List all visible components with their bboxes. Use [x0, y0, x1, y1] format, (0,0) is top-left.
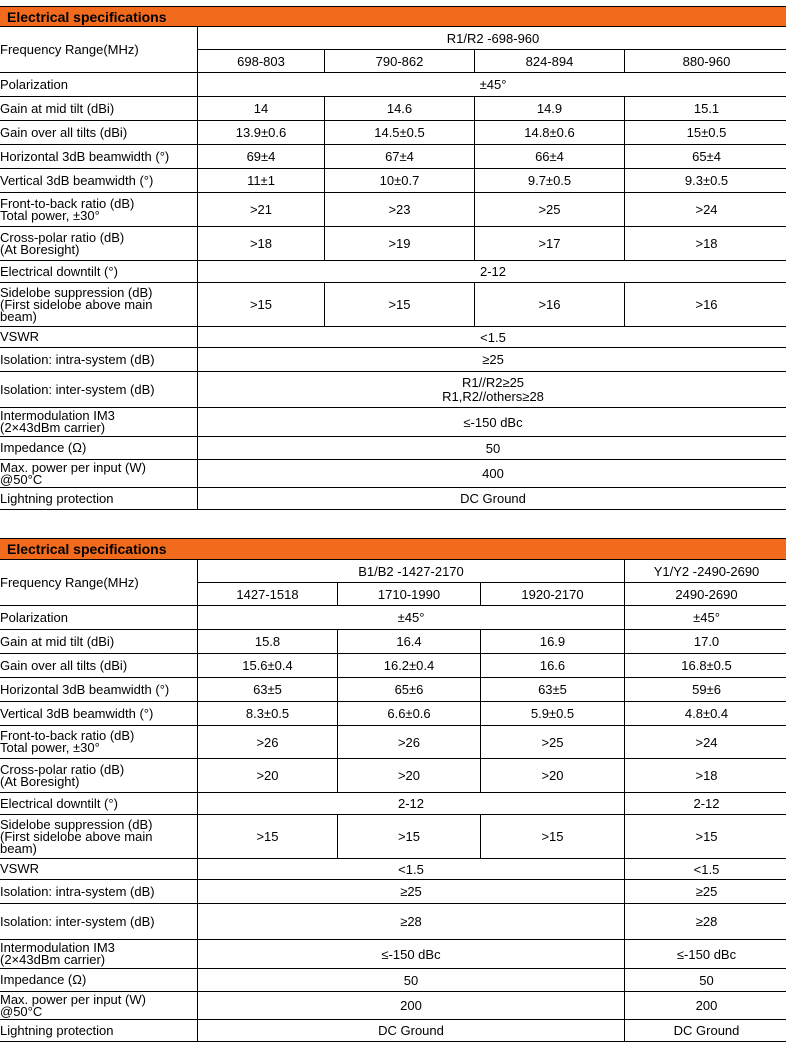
- front-to-back-label-line1: Front-to-back ratio (dB): [0, 195, 135, 211]
- sidelobe-value: >16: [625, 283, 786, 327]
- gain-mid-value: 15.1: [625, 97, 786, 121]
- downtilt-value: 2-12: [198, 261, 786, 283]
- sidelobe-label: [0, 815, 198, 859]
- max-power-label: [0, 992, 198, 1020]
- vbw-label: Vertical 3dB beamwidth (°): [0, 702, 198, 726]
- sidelobe-label: [0, 283, 198, 327]
- vbw-value: 4.8±0.4: [625, 702, 786, 726]
- vbw-value: 8.3±0.5: [198, 702, 338, 726]
- vswr-value: <1.5: [198, 327, 786, 348]
- sidelobe-label-line3: beam): [0, 308, 37, 324]
- cross-polar-value: >18: [625, 227, 786, 261]
- gain-all-value: 14.8±0.6: [475, 121, 625, 145]
- downtilt-value: 2-12: [625, 793, 786, 815]
- vbw-value: 10±0.7: [325, 169, 475, 193]
- gain-mid-value: 14: [198, 97, 325, 121]
- lightning-value: DC Ground: [625, 1020, 786, 1042]
- gain-mid-label: Gain at mid tilt (dBi): [0, 97, 198, 121]
- vswr-value: <1.5: [198, 859, 625, 880]
- cross-polar-value: >20: [198, 759, 338, 793]
- gain-mid-value: 16.9: [481, 630, 625, 654]
- front-to-back-value: >26: [338, 726, 481, 759]
- lightning-label: Lightning protection: [0, 1020, 198, 1042]
- band-label-y: Y1/Y2 -2490-2690: [625, 560, 786, 583]
- front-to-back-label: [0, 193, 198, 227]
- band-label-b: B1/B2 -1427-2170: [198, 560, 625, 583]
- hbw-label: Horizontal 3dB beamwidth (°): [0, 145, 198, 169]
- sidelobe-label-line2: (First sidelobe above main: [0, 828, 153, 844]
- max-power-value: 400: [198, 460, 786, 488]
- spec-table-high-band: [0, 538, 786, 1042]
- hbw-value: 63±5: [198, 678, 338, 702]
- max-power-label-line2: @50°C: [0, 1003, 43, 1019]
- sidelobe-label-line1: Sidelobe suppression (dB): [0, 284, 153, 300]
- sidelobe-value: >16: [475, 283, 625, 327]
- gain-all-value: 16.2±0.4: [338, 654, 481, 678]
- sidelobe-label-line3: beam): [0, 840, 37, 856]
- front-to-back-label-line2: Total power, ±30°: [0, 207, 100, 223]
- band-label: R1/R2 -698-960: [198, 27, 786, 50]
- frequency-range-label: Frequency Range(MHz): [0, 560, 198, 606]
- cross-polar-label-line1: Cross-polar ratio (dB): [0, 761, 125, 777]
- table-title: Electrical specifications: [0, 539, 786, 560]
- front-to-back-label-line1: Front-to-back ratio (dB): [0, 728, 135, 743]
- cross-polar-value: >19: [325, 227, 475, 261]
- max-power-value: 200: [198, 992, 625, 1020]
- isolation-intra-value: ≥25: [198, 348, 786, 372]
- max-power-label: [0, 460, 198, 488]
- gain-mid-value: 15.8: [198, 630, 338, 654]
- impedance-value: 50: [625, 969, 786, 992]
- gain-all-label: Gain over all tilts (dBi): [0, 654, 198, 678]
- gain-mid-value: 17.0: [625, 630, 786, 654]
- vbw-value: 5.9±0.5: [481, 702, 625, 726]
- polarization-label: Polarization: [0, 73, 198, 97]
- downtilt-label: Electrical downtilt (°): [0, 261, 198, 283]
- polarization-value: ±45°: [198, 73, 786, 97]
- sidelobe-value: >15: [481, 815, 625, 859]
- gain-all-value: 15±0.5: [625, 121, 786, 145]
- intermodulation-value: ≤-150 dBc: [198, 408, 786, 437]
- hbw-value: 65±6: [338, 678, 481, 702]
- intermodulation-value: ≤-150 dBc: [198, 940, 625, 969]
- front-to-back-value: >23: [325, 193, 475, 227]
- gain-all-label: Gain over all tilts (dBi): [0, 121, 198, 145]
- front-to-back-label-line2: Total power, ±30°: [0, 740, 100, 755]
- max-power-label-line1: Max. power per input (W): [0, 459, 146, 475]
- front-to-back-value: >26: [198, 726, 338, 759]
- cross-polar-value: >17: [475, 227, 625, 261]
- vbw-value: 9.7±0.5: [475, 169, 625, 193]
- band-cell: 1920-2170: [481, 583, 625, 606]
- gain-all-value: 13.9±0.6: [198, 121, 325, 145]
- cross-polar-label-line1: Cross-polar ratio (dB): [0, 229, 125, 245]
- lightning-value: DC Ground: [198, 488, 786, 510]
- band-cell: 1710-1990: [338, 583, 481, 606]
- band-cell: 880-960: [625, 50, 786, 73]
- polarization-label: Polarization: [0, 606, 198, 630]
- intermodulation-label: [0, 940, 198, 969]
- cross-polar-value: >20: [481, 759, 625, 793]
- front-to-back-label: [0, 726, 198, 759]
- gain-mid-label: Gain at mid tilt (dBi): [0, 630, 198, 654]
- front-to-back-value: >24: [625, 193, 786, 227]
- lightning-value: DC Ground: [198, 1020, 625, 1042]
- vswr-label: VSWR: [0, 859, 198, 880]
- band-cell: 2490-2690: [625, 583, 786, 606]
- cross-polar-label: [0, 227, 198, 261]
- front-to-back-value: >21: [198, 193, 325, 227]
- isolation-intra-value: ≥25: [198, 880, 625, 904]
- gain-mid-value: 16.4: [338, 630, 481, 654]
- impedance-label: Impedance (Ω): [0, 437, 198, 460]
- isolation-inter-line2: R1,R2//others≥28: [442, 388, 544, 404]
- cross-polar-label-line2: (At Boresight): [0, 773, 80, 789]
- polarization-value: ±45°: [198, 606, 625, 630]
- sidelobe-label-line2: (First sidelobe above main: [0, 296, 153, 312]
- hbw-value: 69±4: [198, 145, 325, 169]
- gain-all-value: 14.5±0.5: [325, 121, 475, 145]
- polarization-value: ±45°: [625, 606, 786, 630]
- isolation-intra-value: ≥25: [625, 880, 786, 904]
- intermodulation-label-line2: (2×43dBm carrier): [0, 420, 106, 435]
- vswr-label: VSWR: [0, 327, 198, 348]
- impedance-value: 50: [198, 437, 786, 460]
- table-title: Electrical specifications: [0, 7, 786, 27]
- isolation-inter-value: ≥28: [198, 904, 625, 940]
- downtilt-value: 2-12: [198, 793, 625, 815]
- intermodulation-label-line2: (2×43dBm carrier): [0, 952, 106, 967]
- vbw-label: Vertical 3dB beamwidth (°): [0, 169, 198, 193]
- isolation-intra-label: Isolation: intra-system (dB): [0, 880, 198, 904]
- intermodulation-label-line1: Intermodulation IM3: [0, 408, 115, 423]
- sidelobe-label-line1: Sidelobe suppression (dB): [0, 816, 153, 832]
- sidelobe-value: >15: [198, 283, 325, 327]
- impedance-label: Impedance (Ω): [0, 969, 198, 992]
- vswr-value: <1.5: [625, 859, 786, 880]
- impedance-value: 50: [198, 969, 625, 992]
- cross-polar-value: >18: [198, 227, 325, 261]
- vbw-value: 9.3±0.5: [625, 169, 786, 193]
- hbw-value: 59±6: [625, 678, 786, 702]
- band-cell: 824-894: [475, 50, 625, 73]
- isolation-inter-label: Isolation: inter-system (dB): [0, 372, 198, 408]
- max-power-value: 200: [625, 992, 786, 1020]
- intermodulation-label-line1: Intermodulation IM3: [0, 940, 115, 955]
- downtilt-label: Electrical downtilt (°): [0, 793, 198, 815]
- cross-polar-label: [0, 759, 198, 793]
- cross-polar-label-line2: (At Boresight): [0, 241, 80, 257]
- sidelobe-value: >15: [325, 283, 475, 327]
- band-cell: 698-803: [198, 50, 325, 73]
- gain-mid-value: 14.6: [325, 97, 475, 121]
- frequency-range-label: Frequency Range(MHz): [0, 27, 198, 73]
- front-to-back-value: >25: [475, 193, 625, 227]
- front-to-back-value: >24: [625, 726, 786, 759]
- hbw-value: 65±4: [625, 145, 786, 169]
- hbw-value: 63±5: [481, 678, 625, 702]
- cross-polar-value: >20: [338, 759, 481, 793]
- isolation-intra-label: Isolation: intra-system (dB): [0, 348, 198, 372]
- max-power-label-line1: Max. power per input (W): [0, 991, 146, 1007]
- band-cell: 1427-1518: [198, 583, 338, 606]
- gain-all-value: 16.6: [481, 654, 625, 678]
- vbw-value: 6.6±0.6: [338, 702, 481, 726]
- max-power-label-line2: @50°C: [0, 471, 43, 487]
- front-to-back-value: >25: [481, 726, 625, 759]
- intermodulation-value: ≤-150 dBc: [625, 940, 786, 969]
- spec-table-low-band: [0, 6, 786, 510]
- cross-polar-value: >18: [625, 759, 786, 793]
- hbw-value: 66±4: [475, 145, 625, 169]
- isolation-inter-line1: R1//R2≥25: [461, 374, 525, 390]
- isolation-inter-label: Isolation: inter-system (dB): [0, 904, 198, 940]
- gain-mid-value: 14.9: [475, 97, 625, 121]
- sidelobe-value: >15: [198, 815, 338, 859]
- intermodulation-label: [0, 408, 198, 437]
- lightning-label: Lightning protection: [0, 488, 198, 510]
- hbw-value: 67±4: [325, 145, 475, 169]
- sidelobe-value: >15: [338, 815, 481, 859]
- gain-all-value: 15.6±0.4: [198, 654, 338, 678]
- isolation-inter-value: [198, 372, 786, 408]
- band-cell: 790-862: [325, 50, 475, 73]
- vbw-value: 11±1: [198, 169, 325, 193]
- gain-all-value: 16.8±0.5: [625, 654, 786, 678]
- sidelobe-value: >15: [625, 815, 786, 859]
- hbw-label: Horizontal 3dB beamwidth (°): [0, 678, 198, 702]
- isolation-inter-value: ≥28: [625, 904, 786, 940]
